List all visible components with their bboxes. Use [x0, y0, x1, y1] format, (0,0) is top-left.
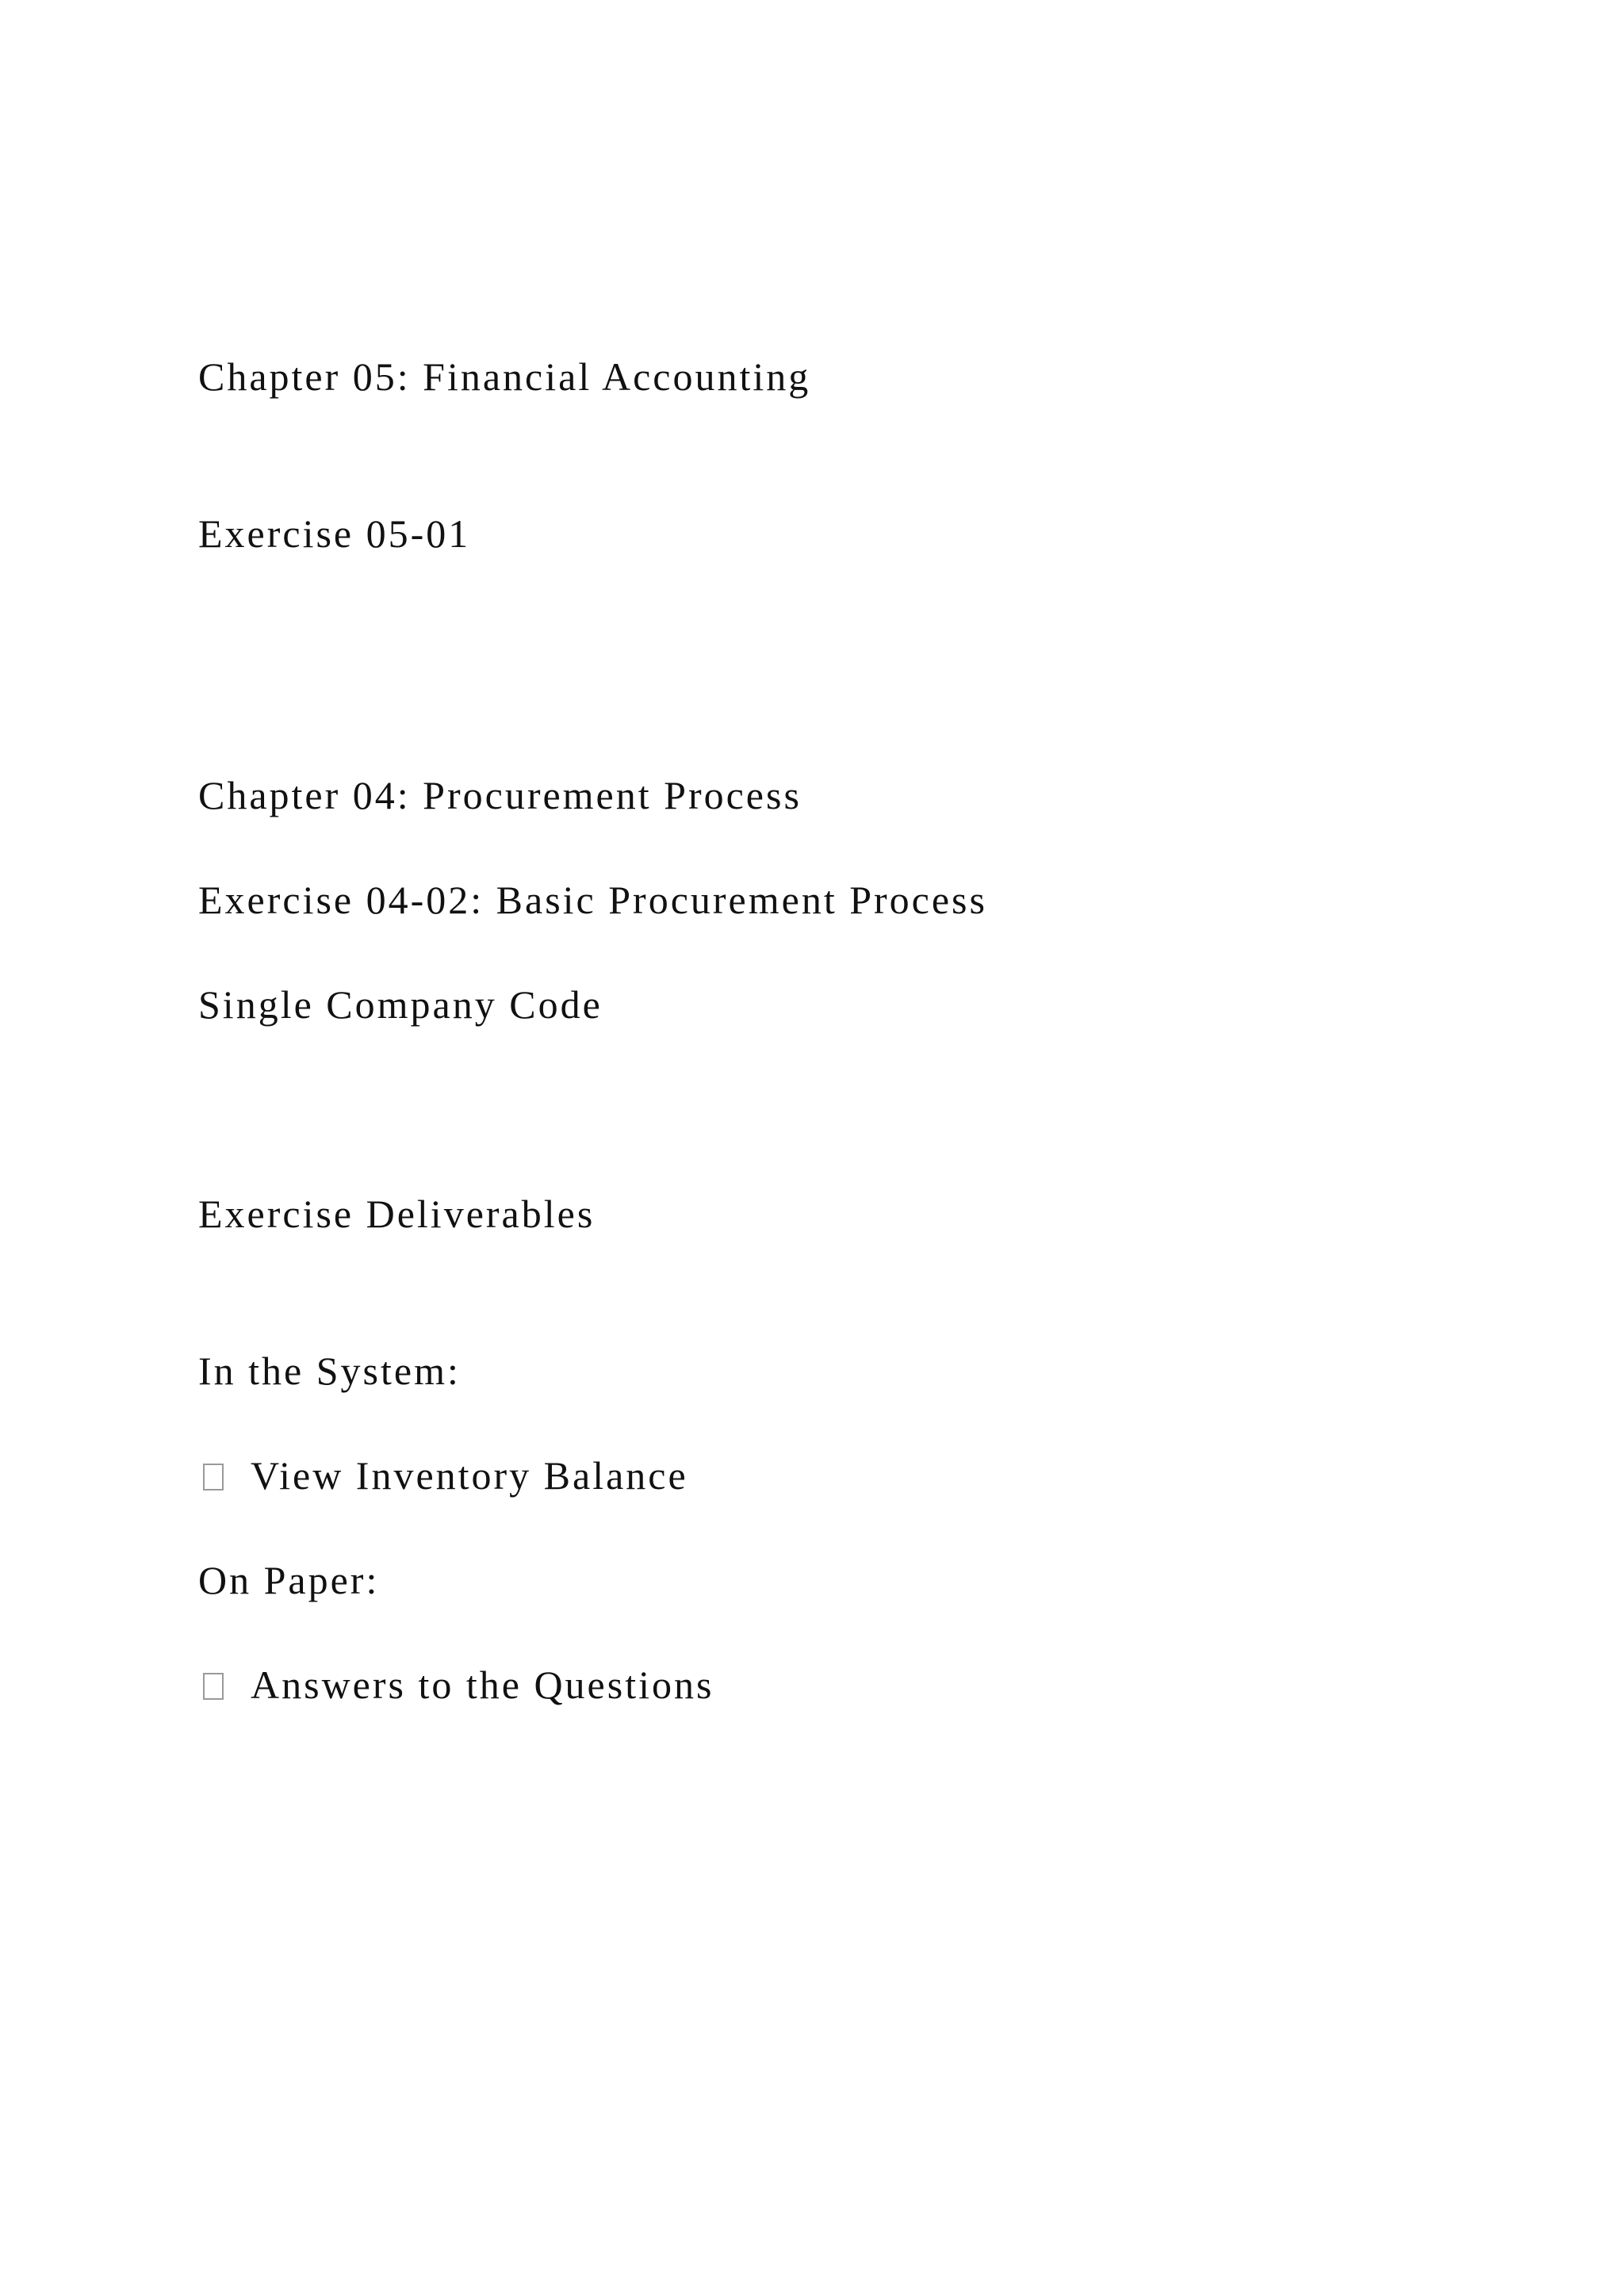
- deliverables-heading: Exercise Deliverables: [198, 1192, 596, 1236]
- paper-deliverable-text: Answers to the Questions: [251, 1663, 714, 1707]
- paper-deliverable-item: [198, 1665, 714, 1705]
- chapter-04-heading: Chapter 04: Procurement Process: [198, 773, 802, 817]
- missing-glyph-bullet-icon: [203, 1673, 224, 1700]
- system-deliverable-item: [198, 1453, 688, 1498]
- exercise-05-01-title: Exercise 05-01: [198, 511, 471, 556]
- exercise-04-02-title: Exercise 04-02: Basic Procurement Process: [198, 878, 987, 922]
- missing-glyph-bullet-icon: [203, 1464, 224, 1490]
- system-deliverable-text: View Inventory Balance: [251, 1453, 688, 1498]
- in-system-label: In the System:: [198, 1349, 461, 1393]
- chapter-05-heading: Chapter 05: Financial Accounting: [198, 354, 811, 399]
- single-company-code-label: Single Company Code: [198, 982, 603, 1027]
- on-paper-label: On Paper:: [198, 1558, 380, 1602]
